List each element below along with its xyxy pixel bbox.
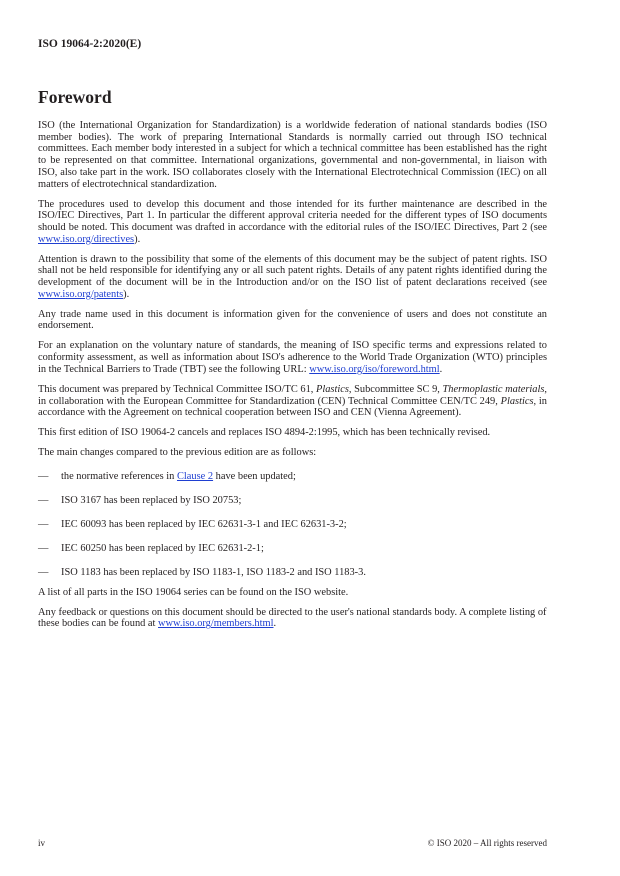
paragraph: The main changes compared to the previous edition are as follows: [38, 447, 317, 459]
text: Any feedback or questions on this document should be directed to the user's national standards body. A complete listing of these bodies can be found at [38, 606, 547, 630]
list-text: IEC 60093 has been replaced by IEC 62631-3-1 and IEC 62631-3-2; [61, 518, 347, 530]
text: , in accordance with the Agreement on technical cooperation between ISO and CEN (Vienna Agreement). [38, 395, 547, 419]
text: have been updated; [213, 471, 296, 483]
italic-text: Thermoplastic materials [442, 383, 545, 395]
text: For an explanation on the voluntary nature of standards, the meaning of ISO specific terms and expressions related to conformity assessment, as well as information about ISO's adherence to the World Trade Organization (WTO) principles in the Technical Barriers to Trade (TBT) see the following URL: [38, 340, 547, 375]
text: , in collaboration with the European Committee for Standardization (CEN) Technical Committee CEN/TC 249, [38, 383, 547, 407]
text: . [273, 618, 277, 630]
list-item [38, 567, 547, 579]
list-text [61, 471, 296, 483]
paragraph: A list of all parts in the ISO 19064 series can be found on the ISO website. [38, 586, 349, 598]
list-text: ISO 3167 has been replaced by ISO 20753; [61, 495, 242, 507]
copyright-notice: © ISO 2020 – All rights reserved [427, 838, 547, 848]
text: ). [134, 233, 141, 245]
dash-bullet: — [38, 495, 49, 507]
italic-text: Plastics [315, 383, 349, 395]
foreword-body [38, 120, 547, 638]
directives-link[interactable]: www.iso.org/directives [38, 233, 135, 245]
members-link[interactable]: www.iso.org/members.html [158, 618, 274, 630]
list-item [38, 471, 547, 483]
patents-link[interactable]: www.iso.org/patents [38, 288, 124, 300]
paragraph [38, 384, 547, 419]
dash-bullet: — [38, 518, 49, 530]
dash-bullet: — [38, 542, 49, 554]
list-item [38, 495, 547, 507]
text: This document was prepared by Technical Committee ISO/TC 61, [38, 383, 316, 395]
dash-bullet: — [38, 471, 49, 483]
paragraph [38, 340, 547, 375]
list-item [38, 543, 547, 555]
paragraph [38, 199, 547, 246]
paragraph: This first edition of ISO 19064-2 cancels and replaces ISO 4894-2:1995, which has been technically revised. [38, 427, 491, 439]
paragraph [38, 607, 547, 630]
clause-2-link[interactable]: Clause 2 [176, 471, 214, 483]
text: the normative references in [61, 471, 177, 483]
page-title: Foreword [38, 87, 112, 107]
text: The procedures used to develop this document and those intended for its further maintenance are described in the ISO/IEC Directives, Part 1. In particular the different approval criteria needed for the different types of ISO documents should be noted. This document was drafted in accordance with the editorial rules of the ISO/IEC Directives, Part 2 (see [38, 198, 547, 233]
paragraph: ISO (the International Organization for Standardization) is a worldwide federation of national standards bodies (ISO member bodies). The work of preparing International Standards is normally carried out through ISO technical committees. Each member body interested in a subject for which a technical committee has been established has the right to be represented on that committee. International organizations, governmental and non-governmental, in liaison with ISO, also take part in the work. ISO collaborates closely with the International Electrotechnical Commission (IEC) on all matters of electrotechnical standardization. [38, 120, 547, 190]
list-item [38, 519, 547, 531]
page-number: iv [38, 838, 46, 848]
list-text: ISO 1183 has been replaced by ISO 1183-1, ISO 1183-2 and ISO 1183-3. [61, 566, 366, 578]
list-text: IEC 60250 has been replaced by IEC 62631-2-1; [61, 542, 264, 554]
dash-bullet: — [38, 566, 49, 578]
text: Attention is drawn to the possibility that some of the elements of this document may be the subject of patent rights. ISO shall not be held responsible for identifying any or all such patent rights. Details of any patent rights identified during the development of the document will be in the Introduction and/or on the ISO list of patent declarations received (see [38, 253, 547, 289]
foreword-link[interactable]: www.iso.org/iso/foreword.html [309, 363, 440, 375]
paragraph: Any trade name used in this document is information given for the convenience of users and does not constitute an endorsement. [38, 308, 547, 332]
text: ). [123, 288, 130, 300]
text: , Subcommittee SC 9, [348, 383, 443, 395]
paragraph [38, 254, 547, 301]
text: . [439, 363, 443, 375]
document-id-header: ISO 19064-2:2020(E) [38, 38, 142, 50]
italic-text: Plastics [500, 395, 534, 407]
